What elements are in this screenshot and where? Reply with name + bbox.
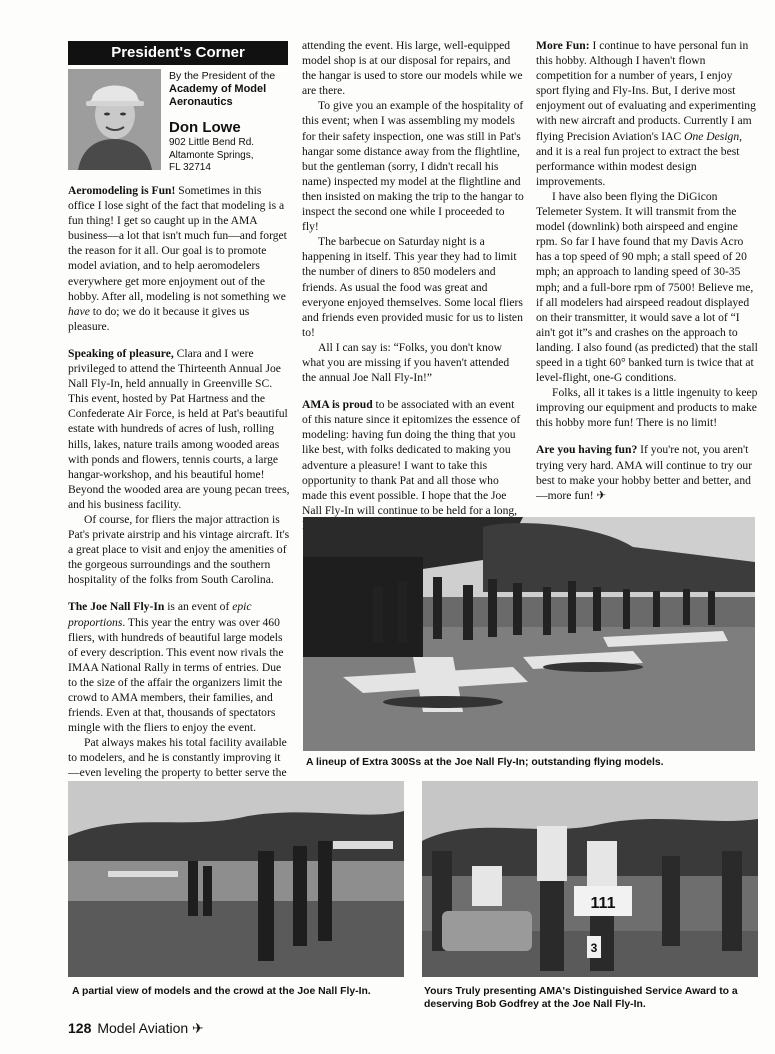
author-portrait-image bbox=[68, 69, 161, 170]
author-address-line2: Altamonte Springs, bbox=[169, 149, 254, 161]
page-footer bbox=[68, 1020, 204, 1037]
col2-paragraph-1: attending the event. His large, well-equipped model shop is at our disposal for repairs, and the hangar is used to store our models while we are there. bbox=[302, 39, 523, 98]
col3-paragraph-3: Folks, all it takes is a little ingenuity to keep improving our equipment and products to make this hobby more fun! There is no limit! bbox=[536, 386, 758, 430]
photo-award bbox=[422, 781, 758, 977]
article-column-1 bbox=[68, 183, 290, 796]
author-address-line3: FL 32714 bbox=[169, 162, 211, 173]
author-name: Don Lowe bbox=[169, 119, 241, 136]
col1-paragraph-3: Of course, for fliers the major attraction is Pat's private airstrip and his vintage aircraft. It's a great place to visit and enjoy the amenities of the gorgeous surroundings and the southern hospitality of the folks from South Carolina. bbox=[68, 512, 290, 587]
stake-number: 3 bbox=[590, 941, 598, 955]
col1-paragraph-2: Speaking of pleasure, Clara and I were privileged to attend the Thirteenth Annual Joe Nall Fly-In, held annually in Greenville SC. This event, hosted by Pat Hartness and the Confederate Air Force, is held at Pat's beautiful estate with hundreds of acres of lush, rolling hills, lakes, nature trails among wooded areas with ponds and flowers, tennis courts, a large hangar-workshop, and his beautiful home! Beyond the wooded area are young pecan trees, and his business facility. bbox=[68, 346, 290, 511]
col3-paragraph-2: I have also been flying the DiGicon Telemeter System. It will transmit from the model (downlink) both airspeed and engine rpm. So far I have found that my Davis Acro has a top speed of 90 mph; a stall speed of 20 mph; an approach to landing speed of 30-35 mph; and a full-bore rpm of 7500! Believe me, if all modelers had airspeed readout displayed on their transmitter, it would save a lot of “I ain't got it”s and crashes on the approach to landing. I also found (as predicted) that the stall speed in a tight 60° banked turn is twice that at level-flight, one-G conditions. bbox=[536, 189, 758, 385]
col2-paragraph-3: The barbecue on Saturday night is a happening in itself. This year they had to limit the number of diners to 850 modelers and friends. As usual the food was great and everyone enjoyed themselves. Some local fliers and friends even provided music for us to listen to! bbox=[302, 235, 523, 339]
author-portrait bbox=[68, 69, 161, 170]
photo-aircraft-lineup bbox=[303, 517, 755, 751]
article-column-3 bbox=[536, 38, 758, 503]
author-info bbox=[169, 70, 294, 175]
col1-paragraph-4: The Joe Nall Fly-In is an event of epic proportions. This year the entry was over 460 fliers, with hundreds of beautiful large models of every description. This event now rivals the IMAA National Rally in terms of entries. Due to the size of the affair the organizers limit the crowd to AMA members, their families, and friends. Even at that, thousands of spectators mingle with the fliers to enjoy the event. bbox=[68, 600, 284, 735]
caption-award: Yours Truly presenting AMA's Distinguished Service Award to a deserving Bob Godfrey at the Joe Nall Fly-In. bbox=[424, 986, 738, 1010]
page-number: 128 bbox=[68, 1020, 92, 1036]
col2-paragraph-5: AMA is proud to be associated with an event of this nature since it epitomizes the essence of modeling: having fun doing the thing that you like best, with folks dedicated to making you adventure a pleasure! I want to take this opportunity to thank Pat and all those who made this event possible. I hope that the Joe Nall Fly-In will continue to be held for a long, bbox=[302, 398, 521, 517]
magazine-name: Model Aviation ✈ bbox=[97, 1020, 204, 1036]
caption-crowd: A partial view of models and the crowd at the Joe Nall Fly-In. bbox=[72, 986, 371, 997]
col2-paragraph-4: All I can say is: “Folks, you don't know what you are missing if you haven't attended the annual Joe Nall Fly-In!” bbox=[302, 340, 510, 385]
col3-paragraph-1: More Fun: I continue to have personal fun in this hobby. Although I haven't flown competition for a number of years, I enjoy sport flying and Fly-Ins. But, I derive most enjoyment out of evaluating and experimenting with new aircraft and products. Currently I am flying Precision Aviation's IAC One Design, and it is a real fun project to extract the best performance within modest design improvements. bbox=[536, 39, 756, 188]
col1-paragraph-5: Pat always makes his total facility available to modelers, and he is constantly improving it—even leveling the property to better serve the bbox=[68, 736, 287, 780]
award-image bbox=[422, 781, 758, 977]
col3-paragraph-4: Are you having fun? If you're not, you aren't trying very hard. AMA will continue to try our best to make your hobby better and better, and—more fun! ✈ bbox=[536, 443, 753, 502]
author-byline: By the President of the bbox=[169, 70, 276, 82]
author-address-line1: 902 Little Bend Rd. bbox=[169, 137, 255, 148]
crowd-image bbox=[68, 781, 404, 977]
caption-aircraft-lineup: A lineup of Extra 300Ss at the Joe Nall Fly-In; outstanding flying models. bbox=[306, 757, 664, 768]
presidents-corner-title: President's Corner bbox=[68, 41, 288, 65]
sign-number: 111 bbox=[590, 895, 616, 912]
author-organization: Academy of Model Aeronautics bbox=[169, 83, 267, 108]
col2-paragraph-2: To give you an example of the hospitality of this event; when I was assembling my models for their safety inspection, one was still in Pat's hangar some distance away from the flightline, but the gentleman (sorry, I didn't recall his name) inspected my model at the flightline and then insisted on making the trip to the hangar to inspect the second one while I proceeded to fly! bbox=[302, 99, 524, 234]
photo-crowd bbox=[68, 781, 404, 977]
aircraft-lineup-image bbox=[303, 517, 755, 751]
article-column-2 bbox=[302, 38, 524, 533]
col1-paragraph-1: Aeromodeling is Fun! Sometimes in this office I lose sight of the fact that modeling is a fun thing! I get so caught up in the AMA business—a lot that isn't much fun—and forget the reason for it all. Our goal is to promote model aviation, and to help aeromodelers everywhere get more enjoyment out of the hobby. After all, modeling is not something we have to do; we do it because it gives us pleasure. bbox=[68, 184, 287, 333]
